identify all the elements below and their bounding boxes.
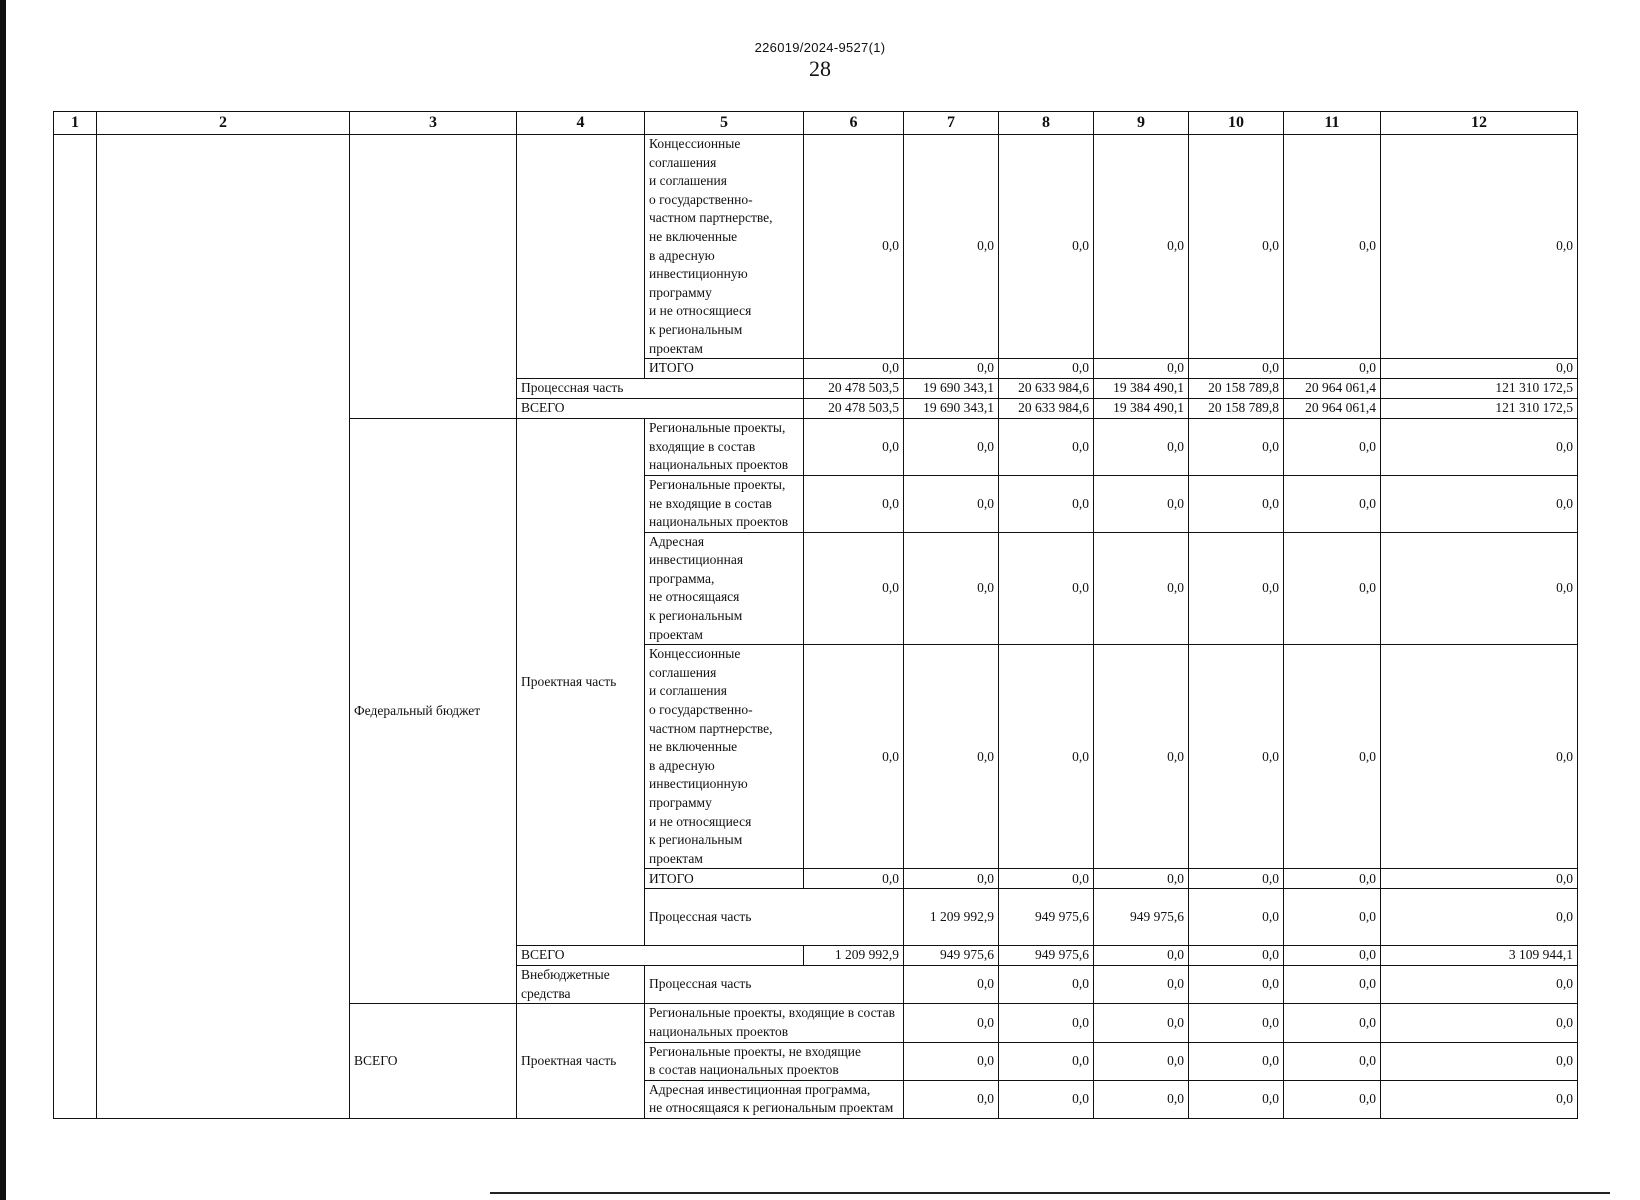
value-cell: 0,0	[1189, 889, 1284, 946]
value-cell: 949 975,6	[999, 946, 1094, 966]
value-cell: 0,0	[1094, 359, 1189, 379]
value-cell: 0,0	[1284, 1080, 1381, 1118]
value-cell: 0,0	[1381, 359, 1578, 379]
value-cell: 0,0	[999, 135, 1094, 359]
value-cell: 0,0	[804, 645, 904, 869]
value-cell: 0,0	[1189, 419, 1284, 476]
extra-budget-label: Внебюджетные средства	[517, 966, 645, 1004]
address-program-label: Адресная инвестиционная программа, не относящаяся к региональным проектам	[645, 1080, 904, 1118]
column-header-1: 1	[54, 112, 97, 135]
value-cell: 0,0	[1381, 889, 1578, 946]
value-cell: 0,0	[1284, 1004, 1381, 1042]
value-cell: 1 209 992,9	[804, 946, 904, 966]
value-cell: 0,0	[1094, 419, 1189, 476]
process-part-label: Процессная часть	[645, 966, 904, 1004]
value-cell: 0,0	[1381, 135, 1578, 359]
value-cell: 121 310 172,5	[1381, 399, 1578, 419]
value-cell: 0,0	[1284, 946, 1381, 966]
value-cell: 0,0	[1189, 1080, 1284, 1118]
reg-not-national-label: Региональные проекты, не входящие в состав национальных проектов	[645, 475, 804, 532]
value-cell: 0,0	[1189, 645, 1284, 869]
value-cell: 0,0	[904, 532, 999, 645]
value-cell: 0,0	[1094, 135, 1189, 359]
value-cell: 0,0	[1189, 869, 1284, 889]
value-cell: 0,0	[904, 1004, 999, 1042]
vsego-label: ВСЕГО	[517, 946, 804, 966]
total-label: ВСЕГО	[350, 1004, 517, 1119]
value-cell: 20 964 061,4	[1284, 399, 1381, 419]
value-cell: 949 975,6	[904, 946, 999, 966]
concession-label: Концессионные соглашения и соглашения о государственно- частном партнерстве, не включенные в адресную инвестиционную программу и не относящиеся к региональным проектам	[645, 645, 804, 869]
value-cell: 0,0	[1284, 419, 1381, 476]
value-cell: 949 975,6	[1094, 889, 1189, 946]
column-header-4: 4	[517, 112, 645, 135]
value-cell: 0,0	[1381, 1042, 1578, 1080]
value-cell: 0,0	[1189, 1042, 1284, 1080]
column-header-8: 8	[999, 112, 1094, 135]
value-cell: 0,0	[1284, 135, 1381, 359]
value-cell: 0,0	[1189, 135, 1284, 359]
value-cell: 0,0	[1189, 1004, 1284, 1042]
value-cell: 0,0	[1381, 1004, 1578, 1042]
value-cell: 0,0	[904, 359, 999, 379]
federal-budget-label: Федеральный бюджет	[350, 419, 517, 1004]
value-cell: 0,0	[904, 1080, 999, 1118]
column-header-7: 7	[904, 112, 999, 135]
project-part-label: Проектная часть	[517, 419, 645, 946]
reg-in-national-label: Региональные проекты, входящие в состав национальных проектов	[645, 1004, 904, 1042]
col2-cell	[97, 135, 350, 1119]
value-cell: 19 384 490,1	[1094, 399, 1189, 419]
value-cell: 0,0	[1094, 475, 1189, 532]
value-cell: 0,0	[904, 135, 999, 359]
value-cell: 0,0	[1381, 532, 1578, 645]
value-cell: 0,0	[1381, 645, 1578, 869]
column-header-6: 6	[804, 112, 904, 135]
process-part-label: Процессная часть	[645, 889, 904, 946]
value-cell: 0,0	[999, 359, 1094, 379]
document-header	[0, 40, 1640, 82]
value-cell: 0,0	[999, 966, 1094, 1004]
value-cell: 0,0	[1381, 419, 1578, 476]
column-header-3: 3	[350, 112, 517, 135]
value-cell: 0,0	[1381, 966, 1578, 1004]
value-cell: 0,0	[1284, 966, 1381, 1004]
value-cell: 0,0	[1094, 1080, 1189, 1118]
value-cell: 0,0	[999, 1080, 1094, 1118]
bottom-rule	[490, 1192, 1610, 1194]
value-cell: 0,0	[1094, 946, 1189, 966]
reg-not-national-label: Региональные проекты, не входящие в состав национальных проектов	[645, 1042, 904, 1080]
value-cell: 0,0	[1189, 966, 1284, 1004]
prev-part-cell	[517, 135, 645, 379]
value-cell: 121 310 172,5	[1381, 379, 1578, 399]
column-header-11: 11	[1284, 112, 1381, 135]
column-header-5: 5	[645, 112, 804, 135]
value-cell: 0,0	[1189, 946, 1284, 966]
value-cell: 0,0	[1381, 869, 1578, 889]
value-cell: 0,0	[904, 475, 999, 532]
value-cell: 0,0	[1381, 475, 1578, 532]
prev-concession-row	[54, 135, 1578, 359]
value-cell: 0,0	[999, 645, 1094, 869]
value-cell: 0,0	[804, 135, 904, 359]
vsego-label: ВСЕГО	[517, 399, 804, 419]
value-cell: 0,0	[904, 966, 999, 1004]
page-number: 28	[809, 56, 831, 81]
column-number-row	[54, 112, 1578, 135]
concession-label: Концессионные соглашения и соглашения о государственно- частном партнерстве, не включенные в адресную инвестиционную программу и не относящиеся к региональным проектам	[645, 135, 804, 359]
value-cell: 0,0	[1284, 475, 1381, 532]
value-cell: 0,0	[1381, 1080, 1578, 1118]
column-header-10: 10	[1189, 112, 1284, 135]
value-cell: 20 478 503,5	[804, 399, 904, 419]
scan-left-edge	[0, 0, 6, 1200]
value-cell: 0,0	[1094, 532, 1189, 645]
value-cell: 0,0	[804, 475, 904, 532]
value-cell: 0,0	[904, 1042, 999, 1080]
column-header-12: 12	[1381, 112, 1578, 135]
value-cell: 0,0	[1094, 966, 1189, 1004]
value-cell: 1 209 992,9	[904, 889, 999, 946]
value-cell: 3 109 944,1	[1381, 946, 1578, 966]
value-cell: 0,0	[1284, 1042, 1381, 1080]
itogo-label: ИТОГО	[645, 869, 804, 889]
value-cell: 0,0	[999, 1042, 1094, 1080]
value-cell: 0,0	[1094, 1004, 1189, 1042]
value-cell: 19 384 490,1	[1094, 379, 1189, 399]
value-cell: 0,0	[999, 532, 1094, 645]
value-cell: 0,0	[1284, 869, 1381, 889]
value-cell: 0,0	[1189, 532, 1284, 645]
process-part-label: Процессная часть	[517, 379, 804, 399]
col1-cell	[54, 135, 97, 1119]
value-cell: 0,0	[1284, 645, 1381, 869]
value-cell: 0,0	[1284, 532, 1381, 645]
value-cell: 0,0	[1189, 359, 1284, 379]
value-cell: 20 633 984,6	[999, 399, 1094, 419]
value-cell: 20 158 789,8	[1189, 399, 1284, 419]
value-cell: 0,0	[1094, 869, 1189, 889]
column-header-2: 2	[97, 112, 350, 135]
value-cell: 0,0	[1094, 1042, 1189, 1080]
value-cell: 0,0	[804, 359, 904, 379]
prev-source-cell	[350, 135, 517, 419]
value-cell: 0,0	[804, 532, 904, 645]
value-cell: 0,0	[904, 645, 999, 869]
value-cell: 20 964 061,4	[1284, 379, 1381, 399]
value-cell: 0,0	[1189, 475, 1284, 532]
value-cell: 949 975,6	[999, 889, 1094, 946]
project-part-label: Проектная часть	[517, 1004, 645, 1119]
value-cell: 19 690 343,1	[904, 399, 999, 419]
budget-table	[53, 111, 1578, 1119]
value-cell: 0,0	[1094, 645, 1189, 869]
value-cell: 20 478 503,5	[804, 379, 904, 399]
value-cell: 0,0	[999, 869, 1094, 889]
value-cell: 0,0	[804, 419, 904, 476]
value-cell: 20 633 984,6	[999, 379, 1094, 399]
value-cell: 0,0	[1284, 889, 1381, 946]
value-cell: 0,0	[1284, 359, 1381, 379]
registration-number: 226019/2024-9527(1)	[754, 40, 886, 55]
value-cell: 0,0	[999, 475, 1094, 532]
value-cell: 0,0	[904, 869, 999, 889]
address-program-label: Адресная инвестиционная программа, не относящаяся к региональным проектам	[645, 532, 804, 645]
value-cell: 0,0	[999, 1004, 1094, 1042]
value-cell: 0,0	[904, 419, 999, 476]
value-cell: 0,0	[804, 869, 904, 889]
value-cell: 20 158 789,8	[1189, 379, 1284, 399]
column-header-9: 9	[1094, 112, 1189, 135]
value-cell: 19 690 343,1	[904, 379, 999, 399]
value-cell: 0,0	[999, 419, 1094, 476]
reg-in-national-label: Региональные проекты, входящие в состав национальных проектов	[645, 419, 804, 476]
itogo-label: ИТОГО	[645, 359, 804, 379]
